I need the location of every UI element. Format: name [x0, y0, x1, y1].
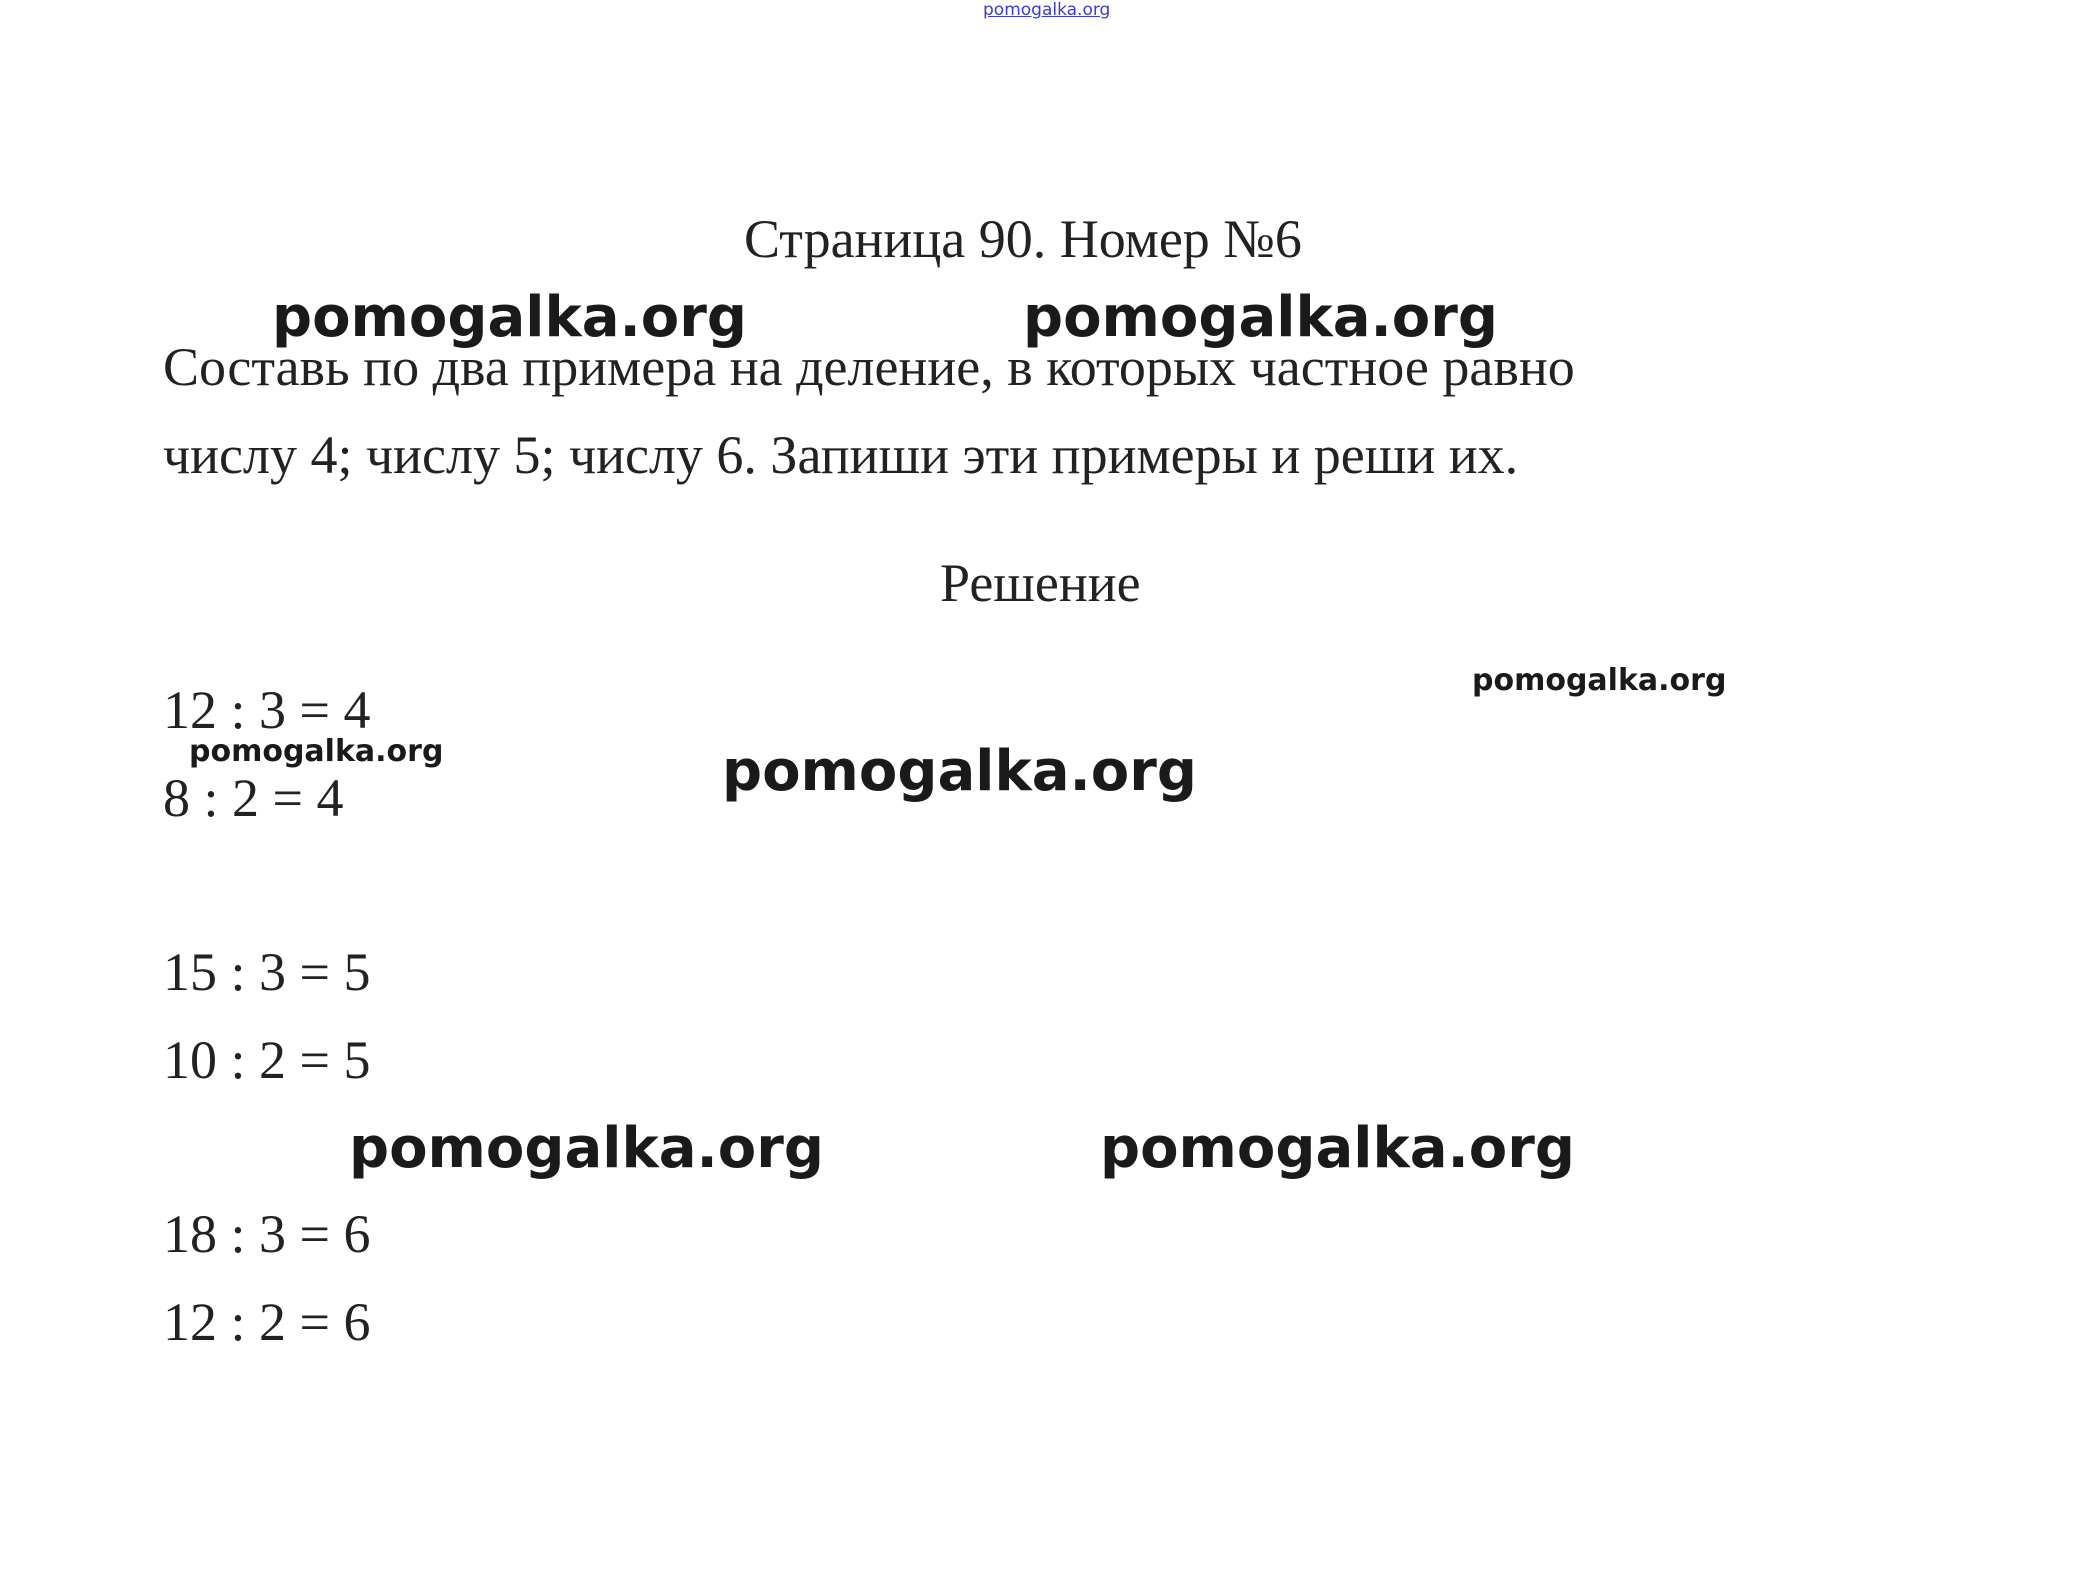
task-text-line-1: Составь по два примера на деление, в которых частное равно [163, 337, 1575, 397]
equation-6: 12 : 2 = 6 [163, 1292, 371, 1352]
equation-4: 10 : 2 = 5 [163, 1030, 371, 1090]
watermark: pomogalka.org [1472, 663, 1727, 698]
task-text-line-2: числу 4; числу 5; числу 6. Запиши эти примеры и реши их. [163, 425, 1519, 485]
equation-1: 12 : 3 = 4 [163, 680, 371, 740]
watermark: pomogalka.org [349, 1116, 824, 1181]
watermark: pomogalka.org [272, 285, 747, 350]
top-watermark-link[interactable]: pomogalka.org [983, 0, 1111, 20]
solution-heading: Решение [940, 553, 1141, 613]
watermark: pomogalka.org [189, 734, 444, 769]
watermark: pomogalka.org [722, 739, 1197, 804]
watermark: pomogalka.org [1023, 285, 1498, 350]
equation-5: 18 : 3 = 6 [163, 1204, 371, 1264]
equation-3: 15 : 3 = 5 [163, 942, 371, 1002]
watermark: pomogalka.org [1100, 1116, 1575, 1181]
page-title: Страница 90. Номер №6 [744, 209, 1302, 269]
equation-2: 8 : 2 = 4 [163, 768, 344, 828]
